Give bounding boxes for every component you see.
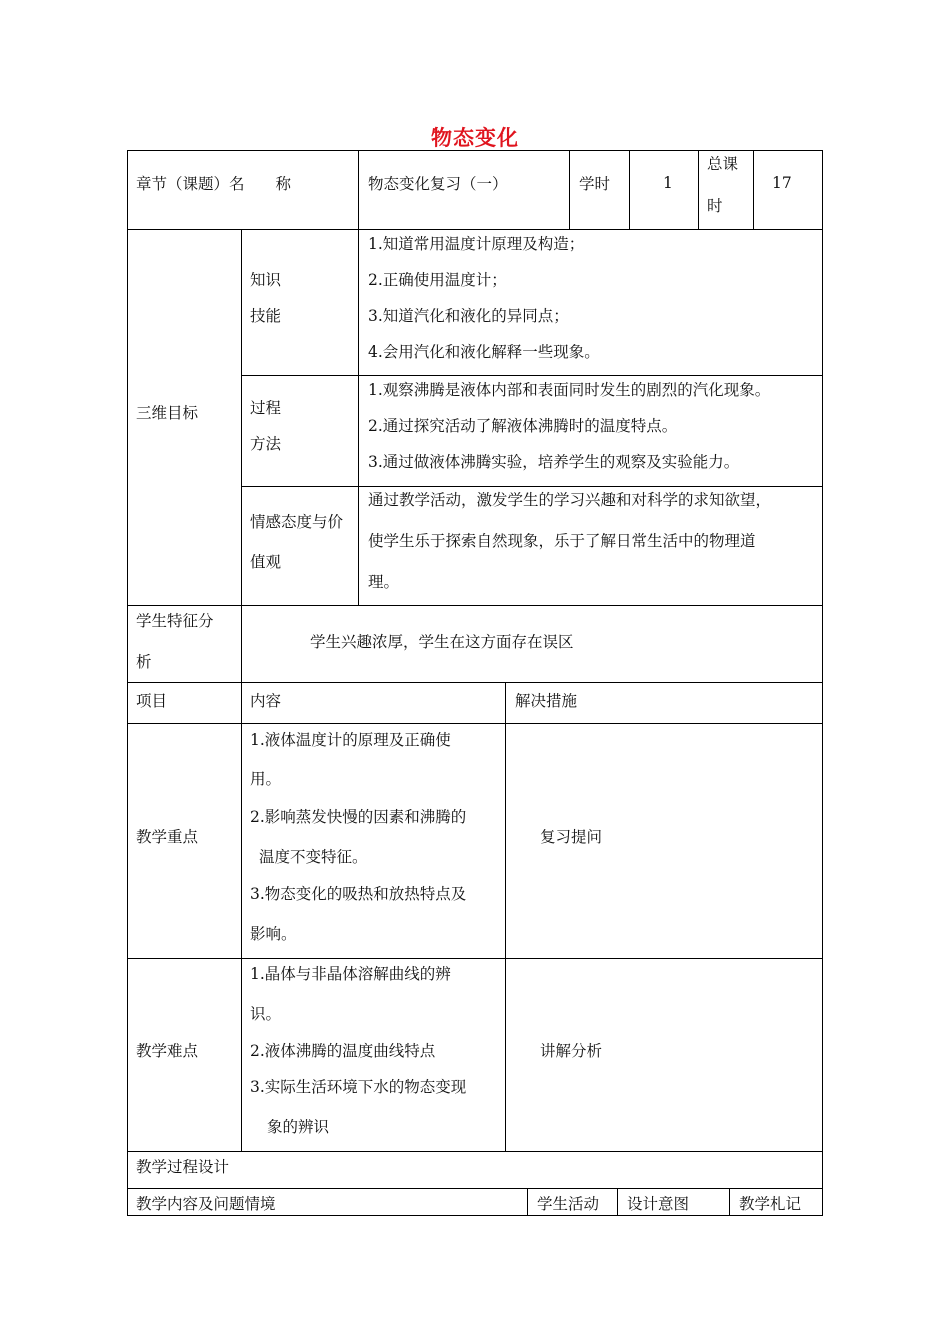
- total-hours-label-line1: 总课: [707, 155, 739, 173]
- knowledge-label-line1: 知识: [250, 271, 282, 289]
- difficulty-line: 1.晶体与非晶体溶解曲线的辨: [250, 965, 451, 983]
- process-item: 3.通过做液体沸腾实验，培养学生的观察及实验能力。: [368, 453, 740, 471]
- difficulties-measure: 讲解分析: [540, 1042, 603, 1060]
- emotion-text-line: 理。: [368, 573, 400, 591]
- key-point-line: 1.液体温度计的原理及正确使: [250, 731, 451, 749]
- hours-value: 1: [663, 174, 673, 192]
- column-measures: 解决措施: [515, 692, 578, 710]
- key-point-line: 温度不变特征。: [259, 848, 368, 866]
- footer-activity: 学生活动: [537, 1195, 600, 1213]
- knowledge-item: 2.正确使用温度计；: [368, 271, 507, 289]
- student-analysis-label-line2: 析: [136, 653, 152, 671]
- process-design-label: 教学过程设计: [136, 1158, 230, 1176]
- key-point-line: 3.物态变化的吸热和放热特点及: [250, 885, 467, 903]
- difficulty-line: 2.液体沸腾的温度曲线特点: [250, 1042, 436, 1060]
- knowledge-item: 1.知道常用温度计原理及构造；: [368, 235, 585, 253]
- knowledge-label-line2: 技能: [250, 307, 282, 325]
- footer-intent: 设计意图: [627, 1195, 690, 1213]
- footer-content: 教学内容及问题情境: [136, 1195, 276, 1213]
- emotion-text-line: 通过教学活动，激发学生的学习兴趣和对科学的求知欲望，: [368, 491, 772, 509]
- page-title: 物态变化: [431, 126, 519, 150]
- column-item: 项目: [136, 692, 168, 710]
- knowledge-item: 3.知道汽化和液化的异同点；: [368, 307, 569, 325]
- process-item: 2.通过探究活动了解液体沸腾时的温度特点。: [368, 417, 678, 435]
- key-point-line: 影响。: [250, 925, 297, 943]
- knowledge-item: 4.会用汽化和液化解释一些现象。: [368, 343, 600, 361]
- footer-notes: 教学札记: [739, 1195, 802, 1213]
- key-point-line: 2.影响蒸发快慢的因素和沸腾的: [250, 808, 467, 826]
- difficulty-line: 识。: [250, 1005, 282, 1023]
- student-analysis-value: 学生兴趣浓厚，学生在这方面存在误区: [310, 633, 574, 651]
- chapter-value: 物态变化复习（一）: [368, 175, 508, 193]
- process-label-line2: 方法: [250, 435, 282, 453]
- process-item: 1.观察沸腾是液体内部和表面同时发生的剧烈的汽化现象。: [368, 381, 771, 399]
- total-hours-value: 17: [772, 174, 792, 192]
- key-points-measure: 复习提问: [540, 828, 603, 846]
- total-hours-label-line2: 时: [707, 197, 723, 215]
- difficulties-label: 教学难点: [136, 1042, 199, 1060]
- chapter-label: 章节（课题）名 称: [136, 175, 292, 193]
- difficulty-line: 3.实际生活环境下水的物态变现: [250, 1078, 467, 1096]
- objectives-label: 三维目标: [136, 404, 199, 422]
- emotion-label-line1: 情感态度与价: [250, 513, 344, 531]
- key-point-line: 用。: [250, 770, 282, 788]
- key-points-label: 教学重点: [136, 828, 199, 846]
- process-label-line1: 过程: [250, 399, 282, 417]
- emotion-label-line2: 值观: [250, 553, 282, 571]
- column-content: 内容: [250, 692, 282, 710]
- emotion-text-line: 使学生乐于探索自然现象，乐于了解日常生活中的物理道: [368, 532, 756, 550]
- student-analysis-label-line1: 学生特征分: [136, 612, 214, 630]
- hours-label: 学时: [579, 175, 611, 193]
- difficulty-line: 象的辨识: [267, 1118, 330, 1136]
